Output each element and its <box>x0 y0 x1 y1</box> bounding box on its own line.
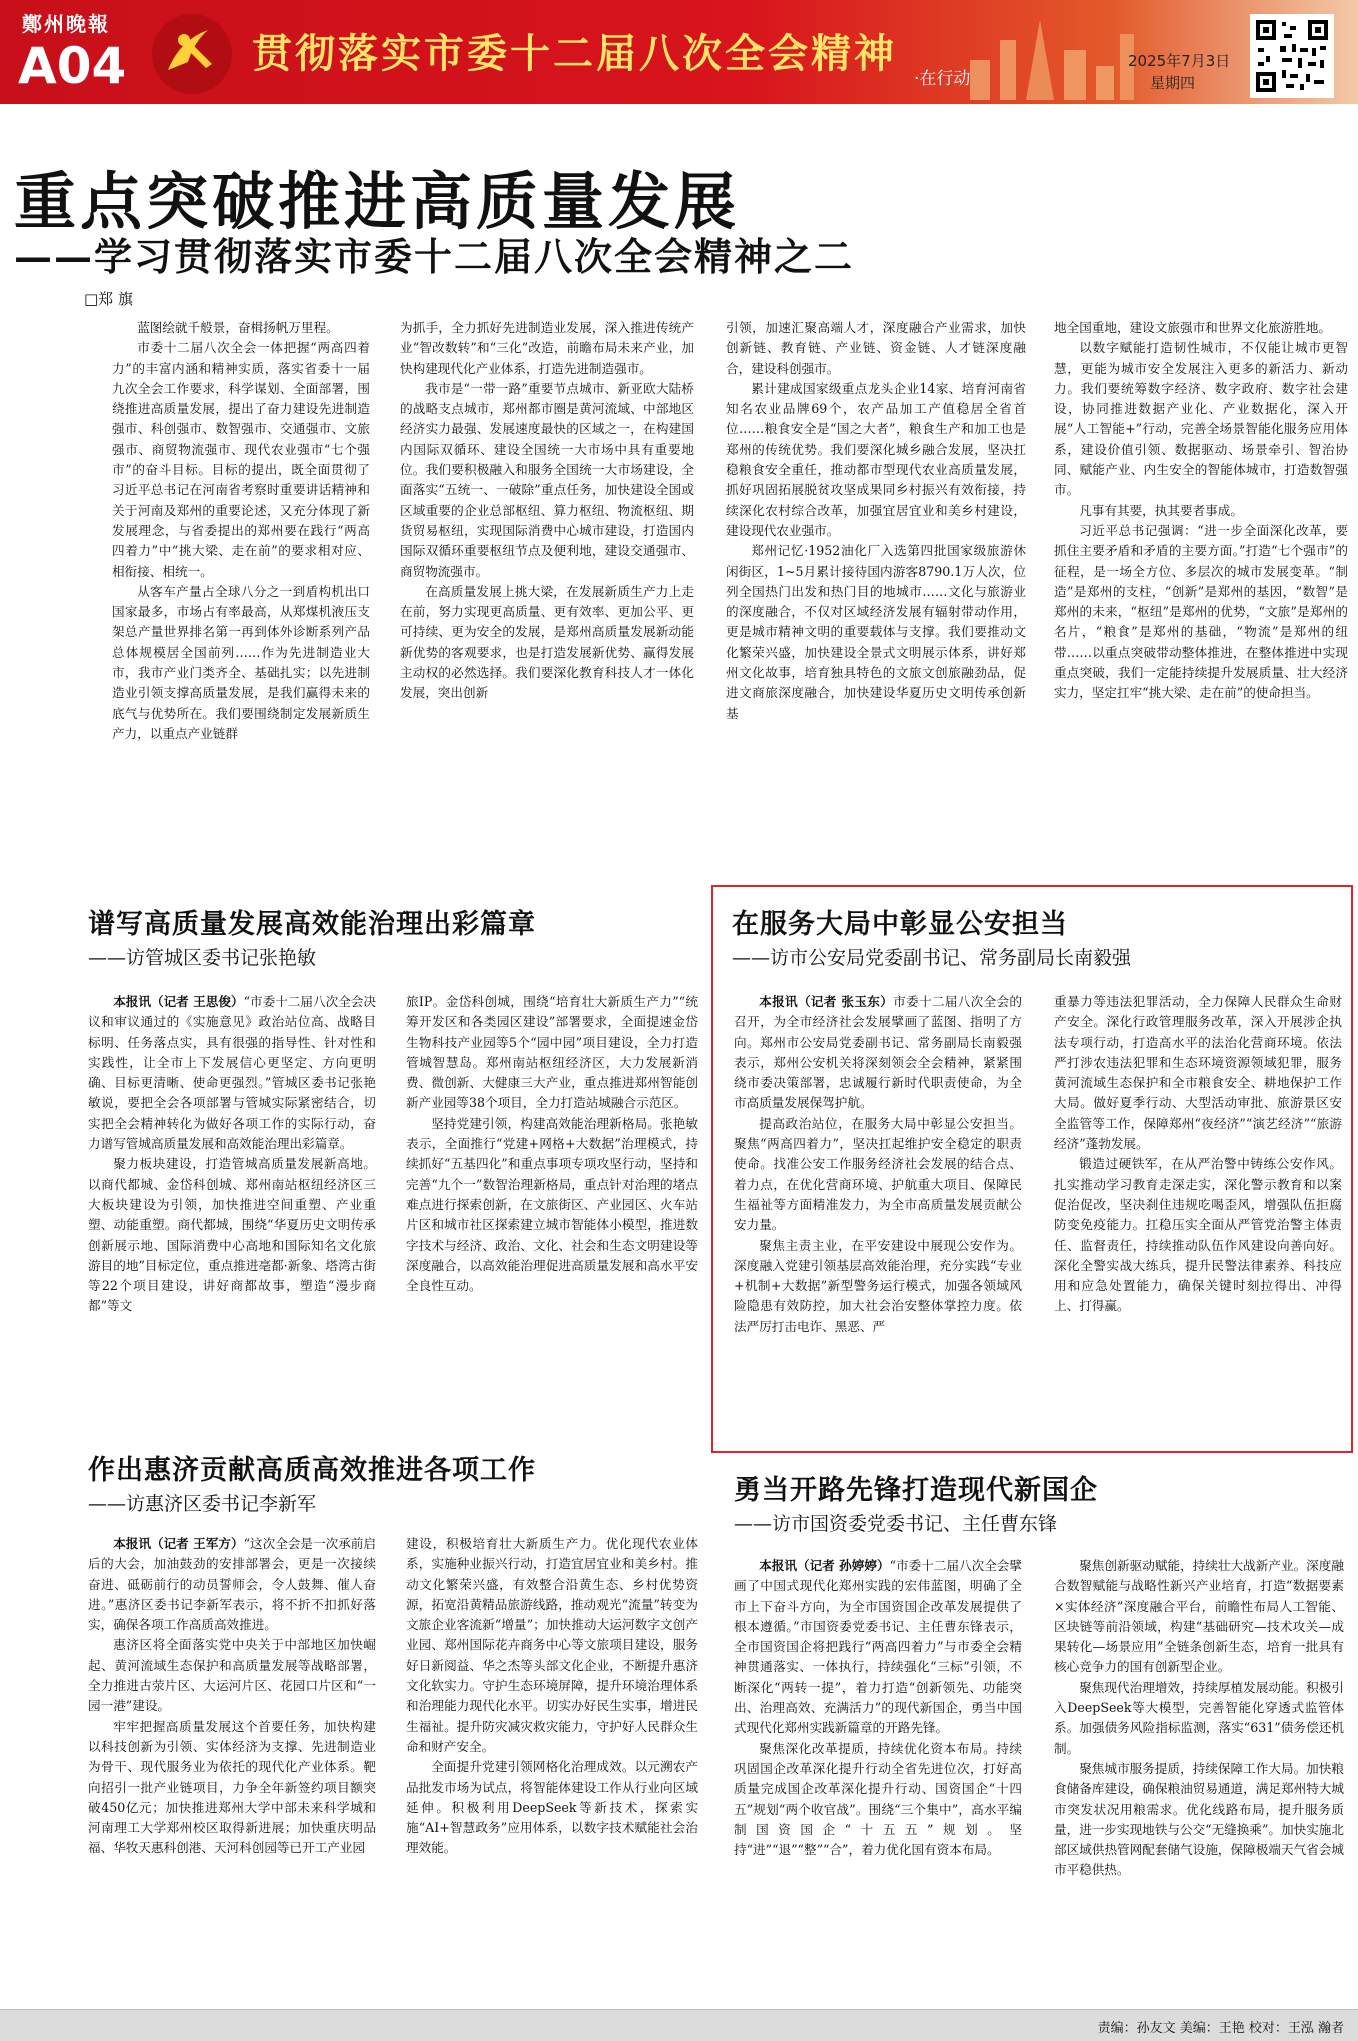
editor-credits: 责编：孙友文 美编：王艳 校对：王泓 瀚者 <box>1097 2021 1344 2036</box>
paragraph: 在高质量发展上挑大梁，在发展新质生产力上走在前，努力实现更高质量、更有效率、更加公平、更可持续、更为安全的发展，是郑州高质量发展新动能新优势的客观要求，也是打造发展新优势、赢得发展主动权的必然选择。我们要深化教育科技人才一体化发展，突出创新 <box>400 583 694 701</box>
article2-subtitle: ——访市公安局党委副书记、常务副局长南毅强 <box>732 947 1132 969</box>
article4-subtitle: ——访市国资委党委书记、主任曹东锋 <box>734 1513 1058 1535</box>
paragraph: 聚焦创新驱动赋能，持续壮大战新产业。深度融合数智赋能与战略性新兴产业培育，打造“数据要素×实体经济”深度融合平台，前瞻性布局人工智能、区块链等前沿领域，构建“基础研究—技术攻关—成果转化—场景应用”全链条创新生态，培育一批具有核心竞争力的国有创新型企业。 <box>1054 1558 1344 1675</box>
main-column-4 <box>1054 318 1348 870</box>
paragraph: 坚持党建引领，构建高效能治理新格局。张艳敏表示，全面推行“党建+网格+大数据”治理模式，持续抓好“五基四化”和重点事项专项攻坚行动，坚持和完善“九个一”数智治理新格局，重点针对治理的堵点难点进行探索创新，在文旅街区、产业园区、火车站片区和城市社区探索建立城市智能体小模型，推进数字技术与经济、政治、文化、社会和生态文明建设等深度融合，以高效能治理促进高质量发展和高水平安全良性互动。 <box>406 1115 698 1294</box>
article2-title: 在服务大局中彰显公安担当 <box>732 909 1068 940</box>
article2-column-2 <box>1054 992 1342 1444</box>
paragraph: 锻造过硬铁军，在从严治警中铸练公安作风。扎实推动学习教育走深走实，深化警示教育和以案促治促改，坚决刹住违规吃喝歪风，增强队伍拒腐防变免疫能力。扛稳压实全面从严管党治警主体责任、监督责任，持续推动队伍作风建设向善向好。深化全警实战大练兵，提升民警法律素养、科技应用和应急处置能力，确保关键时刻拉得出、冲得上、打得赢。 <box>1054 1156 1342 1314</box>
paragraph: 本报讯（记者 王思俊）“市委十二届八次全会决议和审议通过的《实施意见》政治站位高、战略目标明、任务落点实，具有很强的指导性、针对性和实践性，让全市上下发展信心更坚定、方向更明确、目标更清晰、使命更强烈。”管城区委书记张艳敏说，要把全会各项部署与管城实际紧密结合，切实把全会精神转化为做好各项工作的实际行动，奋力谱写管城高质量发展和高效能治理出彩篇章。 <box>88 994 376 1152</box>
main-subheadline: ——学习贯彻落实市委十二届八次全会精神之二 <box>14 234 855 279</box>
article1-title: 谱写高质量发展高效能治理出彩篇章 <box>88 909 536 940</box>
reporter-lead: 本报讯（记者 孙婷婷） <box>759 1558 890 1573</box>
paper-name: 鄭州晚報 <box>22 12 110 36</box>
article4-column-2 <box>1054 1556 1344 2004</box>
paragraph: 牢牢把握高质量发展这个首要任务，加快构建以科技创新为引领、实体经济为支撑、先进制造业为骨干、现代服务业为依托的现代化产业体系。靶向招引一批产业链项目，力争全年新签约项目额突破450亿元；加快推进郑州大学中部未来科学城和河南理工大学郑州校区取得新进展；加快重庆明品福、华牧天惠科创港、天河科创园等已开工产业园 <box>88 1718 376 1856</box>
paragraph: 本报讯（记者 孙婷婷）“市委十二届八次全会擘画了中国式现代化郑州实践的宏伟蓝图，明确了全市上下奋斗方向，为全市国资国企改革发展提供了根本遵循。”市国资委党委书记、主任曹东锋表示，全市国资国企将把践行“两高四着力”与市委全会精神贯通落实、一体执行，持续强化“三标”引领，不断深化“两转一提”，着力打造“创新领先、功能突出、治理高效、充满活力”的现代新国企，勇当中国式现代化郑州实践新篇章的开路先锋。 <box>734 1558 1022 1736</box>
paragraph: 凡事有其要，执其要者事成。 <box>1079 502 1243 518</box>
article4-column-1 <box>734 1556 1022 2004</box>
main-column-2 <box>400 318 694 870</box>
paragraph: 引领，加速汇聚高端人才，深度融合产业需求，加快创新链、教育链、产业链、资金链、人才链深度融合，建设科创强市。 <box>726 320 1026 376</box>
article3-subtitle: ——访惠济区委书记李新军 <box>88 1493 317 1515</box>
paragraph: 全面提升党建引领网格化治理成效。以元溯农产品批发市场为试点，将智能体建设工作从行业向区域延伸。积极利用DeepSeek等新技术，探索实施“AI+智慧政务”应用体系，以数字技术赋能社会治理效能。 <box>406 1759 698 1856</box>
article3-column-2 <box>406 1534 698 2004</box>
main-headline: 重点突破推进高质量发展 <box>14 165 741 238</box>
article1-column-1 <box>88 992 376 1422</box>
footer-bar <box>0 2009 1358 2041</box>
paragraph: 蓝图绘就千般景，奋楫扬帆万里程。 <box>137 320 339 335</box>
masthead-banner <box>0 0 1358 104</box>
paragraph: 聚焦深化改革提质，持续优化资本布局。持续巩固国企改革深化提升行动全省先进位次，打好高质量完成国企改革深化提升行动、国资国企“十四五”规划“两个收官战”。围绕“三个集中”，高水平编制国资国企“十五五”规划。坚持“进”“退”“整”“合”，着力优化国有资本布局。 <box>734 1740 1022 1858</box>
paragraph: 累计建成国家级重点龙头企业14家、培育河南省知名农业品牌69个，农产品加工产值稳居全省首位……粮食安全是“国之大者”，粮食生产和加工也是郑州的传统优势。我们要深化城乡融合发展，坚决扛稳粮食安全重任，推动都市型现代农业高质量发展，抓好巩固拓展脱贫攻坚成果同乡村振兴有效衔接，持续深化农村综合改革，加强宜居宜业和美乡村建设，建设现代农业强市。 <box>726 380 1026 538</box>
main-byline: □郑 旗 <box>84 290 133 308</box>
section-title: 贯彻落实市委十二届八次全会精神 <box>252 30 897 77</box>
paragraph: 从客车产量占全球八分之一到盾构机出口国家最多，市场占有率最高，从郑煤机液压支架总产量世界排名第一再到体外诊断系列产品总体规模居全国前列……作为先进制造业大市，我市产业门类齐全、基础扎实；以先进制造业引领支撑高质量发展，是我们赢得未来的底气与优势所在。我们要围绕制定发展新质生产力，以重点产业链群 <box>112 583 370 741</box>
main-column-3 <box>726 318 1026 870</box>
paragraph: 市委十二届八次全会一体把握“两高四着力”的丰富内涵和精神实质，落实省委十一届九次全会工作要求，科学谋划、全面部署，围绕推进高质量发展，提出了奋力建设先进制造强市、科创强市、数智强市、交通强市、文旅强市、商贸物流强市、现代农业强市“七个强市”的奋斗目标。目标的提出，既全面贯彻了习近平总书记在河南省考察时重要讲话精神和关于河南及郑州的重要论述，又充分体现了新发展理念，与省委提出的郑州要在践行“两高四着力”中“挑大梁、走在前”的要求相对应、相衔接、相统一。 <box>112 340 370 579</box>
paragraph: 为抓手，全力抓好先进制造业发展，深入推进传统产业“智改数转”和“三化”改造，前瞻布局未来产业，加快构建现代化产业体系，打造先进制造强市。 <box>400 320 694 376</box>
issue-weekday: 星期四 <box>1150 74 1196 92</box>
paragraph: 旅IP。金岱科创城，围绕“培育壮大新质生产力”“统筹开发区和各类园区建设”部署要求，全面提速金岱生物科技产业园等5个“园中园”项目建设，全力打造管城智慧岛。郑州南站枢纽经济区，大力发展新消费、微创新、大健康三大产业，重点推进郑州智能创新产业园等38个项目，全力打造站城融合示范区。 <box>406 994 698 1111</box>
paragraph: 提高政治站位，在服务大局中彰显公安担当。聚焦“两高四着力”，坚决扛起维护安全稳定的职责使命。找准公安工作服务经济社会发展的结合点、着力点，在优化营商环境、护航重大项目、保障民生福祉等方面精准发力，为全市高质量发展贡献公安力量。 <box>734 1115 1022 1233</box>
issue-date: 2025年7月3日 <box>1128 52 1231 70</box>
main-column-1 <box>112 318 370 870</box>
paragraph: 聚焦城市服务提质，持续保障工作大局。加快粮食储备库建设，确保粮油贸易通道，满足郑州特大城市突发状况用粮需求。优化线路布局，提升服务质量，进一步实现地铁与公交“无缝换乘”。加快实施北部区域供热管网配套储气设施，保障极端天气省会城市平稳供热。 <box>1054 1760 1344 1878</box>
paragraph: 以数字赋能打造韧性城市，不仅能让城市更智慧，更能为城市安全发展注入更多的新活力、新动力。我们要统筹数字经济、数字政府、数字社会建设，协同推进数据产业化、产业数据化，深入开展“人工智能+”行动，完善全场景智能化服务应用体系，建设价值引领、数据驱动、场景牵引、智治协同、赋能产业、内生安全的智能体城市，打造数智强市。 <box>1054 340 1348 498</box>
paragraph: 聚力板块建设，打造管城高质量发展新高地。以商代都城、金岱科创城、郑州南站枢纽经济区三大板块建设为引领，加快推进空间重塑、产业重塑、动能重塑。商代都城，围绕“华夏历史文明传承创新展示地、国际消费中心高地和国际知名文化旅游目的地”目标定位，重点推进亳都·新象、塔湾古街等22个项目建设，讲好商都故事，塑造“漫步商都”等文 <box>88 1156 376 1314</box>
article3-title: 作出惠济贡献高质高效推进各项工作 <box>88 1455 536 1486</box>
article2-column-1 <box>734 992 1022 1444</box>
paragraph: 本报讯（记者 张玉东）市委十二届八次全会的召开，为全市经济社会发展擘画了蓝图、指明了方向。郑州市公安局党委副书记、常务副局长南毅强表示，郑州公安机关将深刻领会全会精神，紧紧围绕市委决策部署，忠诚履行新时代职责使命，为全市高质量发展保驾护航。 <box>734 994 1022 1111</box>
paragraph: 习近平总书记强调：“进一步全面深化改革，要抓住主要矛盾和矛盾的主要方面。”打造“七个强市”的征程，是一场全方位、多层次的城市发展变革。“制造”是郑州的支柱，“创新”是郑州的基因，“数智”是郑州的未来，“枢纽”是郑州的优势，“文旅”是郑州的名片，“粮食”是郑州的基础，“物流”是郑州的纽带……以重点突破带动整体推进，在整体推进中实现重点突破，我们一定能持续提升发展质量、壮大经济实力，坚定扛牢“挑大梁、走在前”的使命担当。 <box>1054 522 1348 701</box>
paragraph: 本报讯（记者 王军方）“这次全会是一次承前启后的大会，加油鼓劲的安排部署会，更是一次接续奋进、砥砺前行的动员誓师会，令人鼓舞、催人奋进。”惠济区委书记李新军表示，将不折不扣抓好落实，确保各项工作高质高效推进。 <box>88 1536 376 1633</box>
paragraph: 聚焦现代治理增效，持续厚植发展动能。积极引入DeepSeek等大模型，完善智能化穿透式监管体系。加强债务风险指标监测，落实“631”债务偿还机制。 <box>1054 1679 1344 1756</box>
article1-subtitle: ——访管城区委书记张艳敏 <box>88 947 317 969</box>
reporter-lead: 本报讯（记者 张玉东） <box>759 994 894 1009</box>
page-number: A04 <box>18 37 127 95</box>
paragraph: 惠济区将全面落实党中央关于中部地区加快崛起、黄河流域生态保护和高质量发展等战略部署，全力推进古荥片区、大运河片区、花园口片区和“一园一港”建设。 <box>88 1637 376 1714</box>
qr-code-icon[interactable] <box>1250 14 1334 98</box>
reporter-lead: 本报讯（记者 王思俊） <box>113 994 244 1009</box>
paragraph: 建设，积极培育壮大新质生产力。优化现代农业体系，实施种业振兴行动，打造宜居宜业和美乡村。推动文化繁荣兴盛，有效整合沿黄生态、乡村优势资源，拓宽沿黄精品旅游线路，推动观光“流量”转变为文旅企业客流新“增量”；加快推动大运河数字文创产业园、郑州国际花卉商务中心等文旅项目建设，服务好日新阅益、华之杰等头部文化企业，不断提升惠济文化软实力。守护生态环境屏障，提升环境治理体系和治理能力现代化水平。切实办好民生实事，增进民生福祉。提升防灾减灾救灾能力，守护好人民群众生命和财产安全。 <box>406 1536 698 1754</box>
reporter-lead: 本报讯（记者 王军方） <box>113 1536 244 1551</box>
article3-column-1 <box>88 1534 376 2004</box>
paragraph: 地全国重地，建设文旅强市和世界文化旅游胜地。 <box>1054 320 1332 335</box>
article1-column-2 <box>406 992 698 1422</box>
paragraph: 重暴力等违法犯罪活动，全力保障人民群众生命财产安全。深化行政管理服务改革，深入开展涉企执法专项行动，打造高水平的法治化营商环境。依法严打涉农违法犯罪和生态环境资源领域犯罪，服务黄河流域生态保护和全市粮食安全、耕地保护工作大局。做好夏季行动、大型活动审批、旅游景区安全监管等工作，保障郑州“夜经济”“演艺经济”“旅游经济”蓬勃发展。 <box>1054 994 1342 1152</box>
article4-title: 勇当开路先锋打造现代新国企 <box>734 1475 1098 1506</box>
party-emblem-icon <box>150 12 234 96</box>
section-subtitle: ·在行动 <box>914 69 971 89</box>
paragraph: 郑州记忆·1952油化厂入选第四批国家级旅游休闲街区，1~5月累计接待国内游客8790.1万人次，位列全国热门出发和热门目的地城市……文化与旅游业的深度融合，不仅对区域经济发展有辐射带动作用，更是城市精神文明的重要载体与支撑。我们要推动文化繁荣兴盛，加快建设全景式文明展示体系，讲好郑州文化故事，培育独具特色的文旅文创旅融劲品，促进文商旅深度融合，加快建设华夏历史文明传承创新基 <box>726 543 1026 721</box>
paragraph: 聚焦主责主业，在平安建设中展现公安作为。深度融入党建引领基层高效能治理，充分实践“专业+机制+大数据”新型警务运行模式，加强各领域风险隐患有效防控，加大社会治安整体掌控力度。依法严厉打击电诈、黑恶、严 <box>734 1237 1022 1334</box>
paragraph: 我市是“一带一路”重要节点城市、新亚欧大陆桥的战略支点城市，郑州都市圈是黄河流域、中部地区经济实力最强、发展速度最快的区域之一，在构建国内国际双循环、建设全国统一大市场中具有重要地位。我们要积极融入和服务全国统一大市场建设，全面落实“五统一、一破除”重点任务，加快建设全国或区域重要的企业总部枢纽、算力枢纽、物流枢纽、期货贸易枢纽，实现国际消费中心城市建设，打造国内国际双循环重要枢纽节点及便利地，建设交通强市、商贸物流强市。 <box>400 380 694 579</box>
